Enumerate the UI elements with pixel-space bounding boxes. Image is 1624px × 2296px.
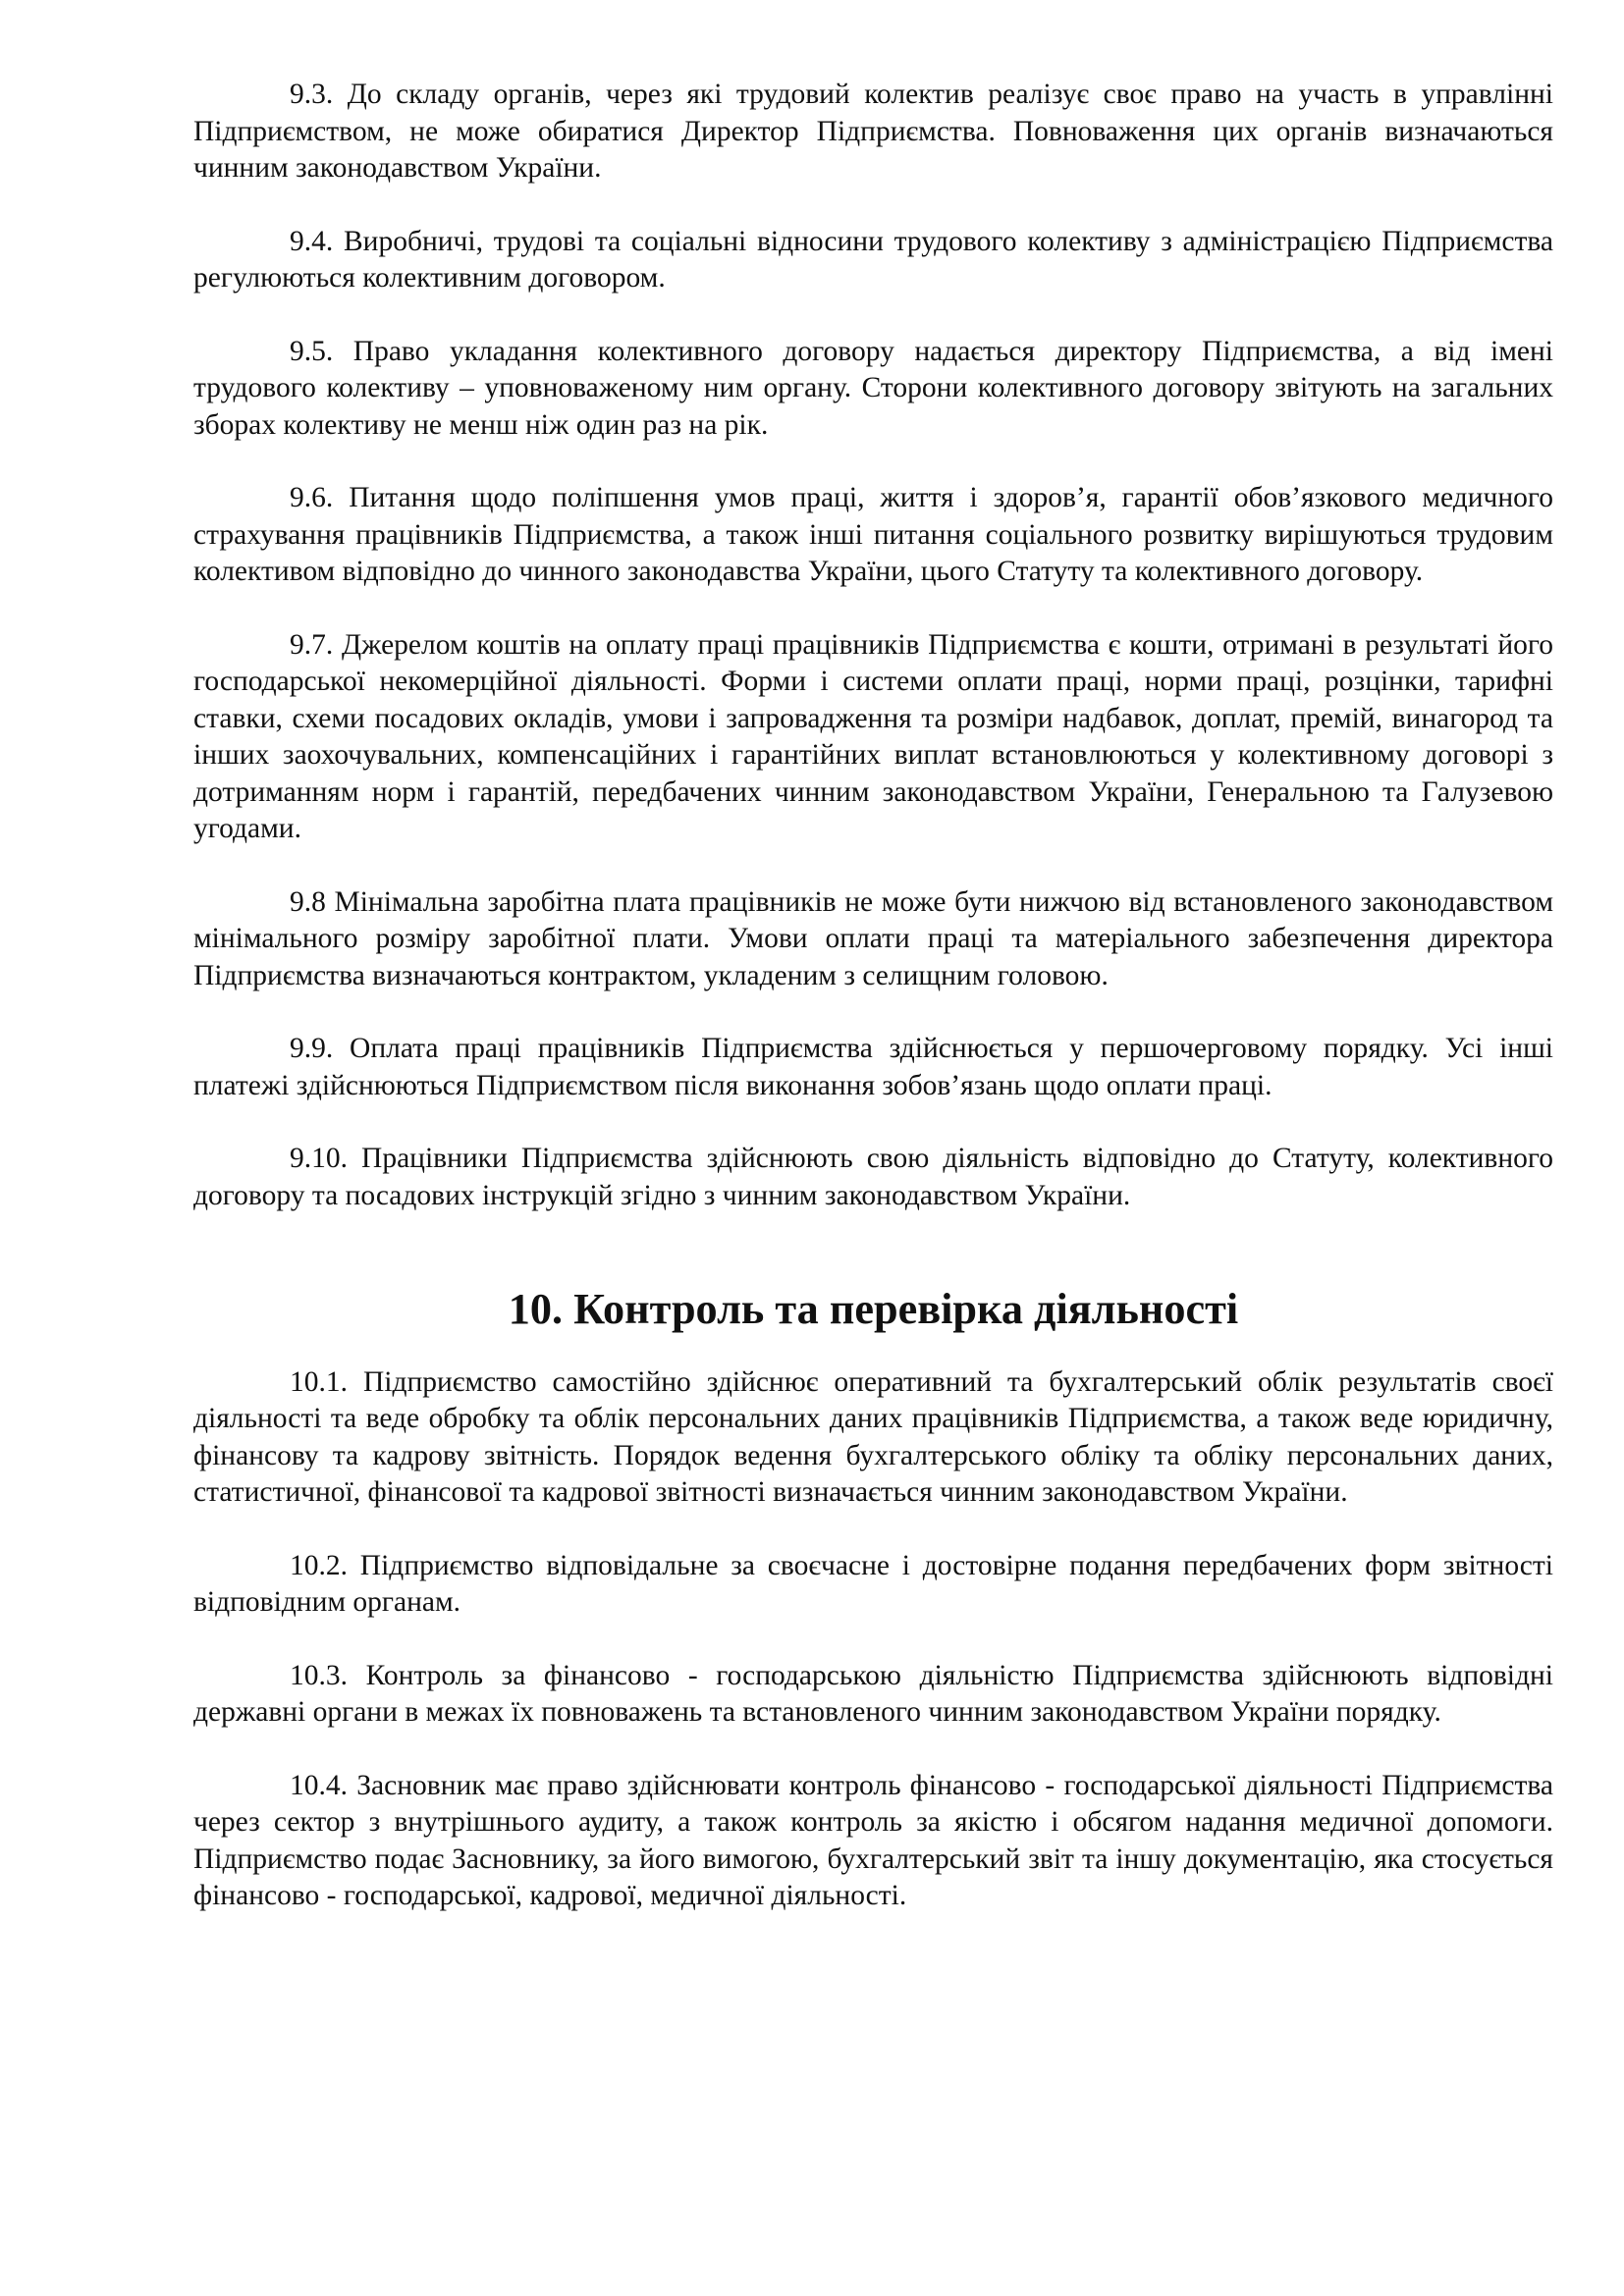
paragraph-9-6: 9.6. Питання щодо поліпшення умов праці, життя і здоров’я, гарантії обов’язкового медичного страхування працівників Підприємства, а також інші питання соціального розвитку вирішуються трудовим колективом відповідно до чинного законодавства України, цього Статуту та колективного договору. <box>193 482 1553 587</box>
paragraph-9-8: 9.8 Мінімальна заробітна плата працівників не може бути нижчою від встановленого законодавством мінімального розміру заробітної плати. Умови оплати праці та матеріального забезпечення директора Підприємства визначаються контрактом, укладеним з селищним головою. <box>193 885 1553 991</box>
paragraph-9-4: 9.4. Виробничі, трудові та соціальні відносини трудового колективу з адміністрацією Підприємства регулюються колективним договором. <box>193 225 1553 294</box>
paragraph-10-1: 10.1. Підприємство самостійно здійснює оперативний та бухгалтерський облік результатів своєї діяльності та веде обробку та облік персональних даних працівників Підприємства, а також веде юридичну, фінансову та кадрову звітність. Порядок ведення бухгалтерського обліку та обліку персональних даних, статистичної, фінансової та кадрової звітності визначається чинним законодавством України. <box>193 1365 1553 1508</box>
paragraph-10-3: 10.3. Контроль за фінансово - господарською діяльністю Підприємства здійснюють відповідні державні органи в межах їх повноважень та встановленого чинним законодавством України порядку. <box>193 1659 1553 1728</box>
paragraph-9-3: 9.3. До складу органів, через які трудовий колектив реалізує своє право на участь в управлінні Підприємством, не може обиратися Директор Підприємства. Повноваження цих органів визначаються чинним законодавством України. <box>193 79 1553 184</box>
paragraph-9-7: 9.7. Джерелом коштів на оплату праці працівників Підприємства є кошти, отримані в результаті його господарської некомерційної діяльності. Форми і системи оплати праці, норми праці, розцінки, тарифні ставки, схеми посадових окладів, умови і запровадження та розміри надбавок, доплат, премій, винагород та інших заохочувальних, компенсаційних і гарантійних виплат встановлюються у колективному договорі з дотриманням норм і гарантій, передбачених чинним законодавством України, Генеральною та Галузевою угодами. <box>193 628 1553 844</box>
paragraph-10-4: 10.4. Засновник має право здійснювати контроль фінансово - господарської діяльності Підприємства через сектор з внутрішнього аудиту, а також контроль за якістю і обсягом надання медичної допомоги. Підприємство подає Засновнику, за його вимогою, бухгалтерський звіт та іншу документацію, яка стосується фінансово - господарської, кадрової, медичної діяльності. <box>193 1769 1553 1911</box>
paragraph-9-5: 9.5. Право укладання колективного договору надається директору Підприємства, а від імені трудового колективу – уповноваженому ним органу. Сторони колективного договору звітують на загальних зборах колективу не менш ніж один раз на рік. <box>193 335 1553 441</box>
paragraph-9-9: 9.9. Оплата праці працівників Підприємства здійснюється у першочерговому порядку. Усі інші платежі здійснюються Підприємством після виконання зобов’язань щодо оплати праці. <box>193 1033 1553 1101</box>
paragraph-9-10: 9.10. Працівники Підприємства здійснюють свою діяльність відповідно до Статуту, колективного договору та посадових інструкцій згідно з чинним законодавством України. <box>193 1143 1553 1211</box>
document-page <box>193 77 1553 1951</box>
paragraph-10-2: 10.2. Підприємство відповідальне за своєчасне і достовірне подання передбачених форм звітності відповідним органам. <box>193 1549 1553 1618</box>
section-10-heading: 10. Контроль та перевірка діяльності <box>508 1285 1239 1333</box>
